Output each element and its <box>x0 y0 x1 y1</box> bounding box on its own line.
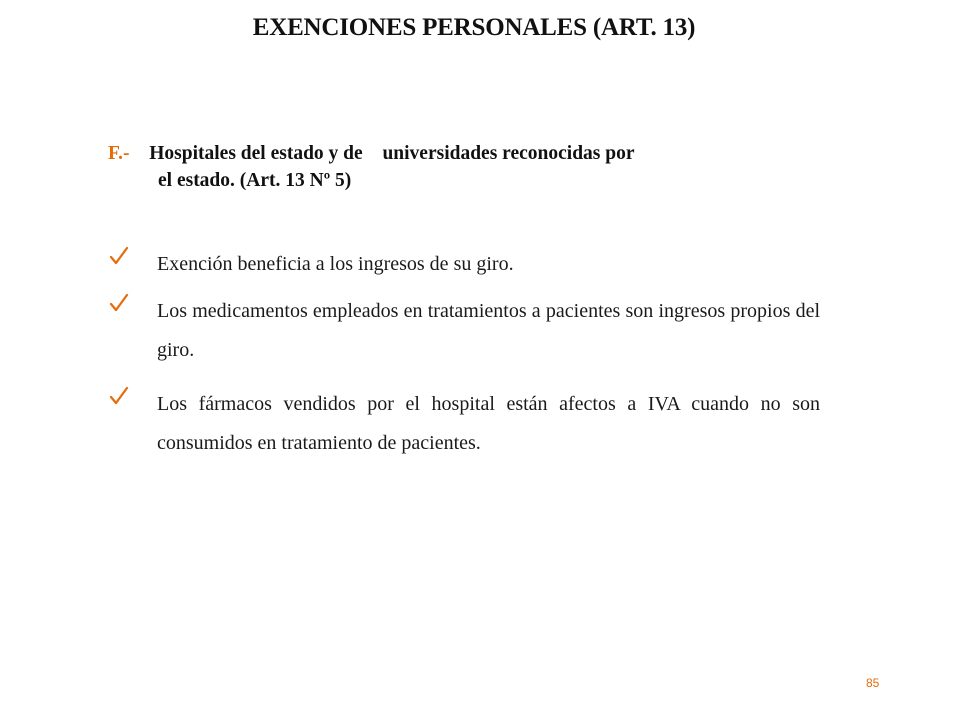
bullet-item <box>108 292 820 370</box>
checkmark-icon <box>108 385 130 407</box>
bullet-text: Los fármacos vendidos por el hospital están afectos a IVA cuando no son consumidos en tratamiento de pacientes. <box>157 393 820 454</box>
heading-line1-part1: Hospitales del estado y de <box>149 143 363 164</box>
checkmark-icon <box>108 292 130 314</box>
heading-line2: el estado. (Art. 13 Nº 5) <box>158 170 352 191</box>
heading-line1-part2: universidades reconocidas por <box>382 143 635 164</box>
bullet-text: Exención beneficia a los ingresos de su giro. <box>157 253 514 275</box>
heading-prefix: F.- <box>108 143 130 164</box>
slide-title: EXENCIONES PERSONALES (ART. 13) <box>252 14 696 41</box>
checkmark-icon <box>108 245 130 267</box>
bullet-item <box>108 245 820 284</box>
bullet-text: Los medicamentos empleados en tratamientos a pacientes son ingresos propios del giro. <box>157 300 820 361</box>
page-number: 85 <box>866 676 880 690</box>
bullet-item <box>108 385 820 463</box>
section-heading <box>108 140 808 194</box>
